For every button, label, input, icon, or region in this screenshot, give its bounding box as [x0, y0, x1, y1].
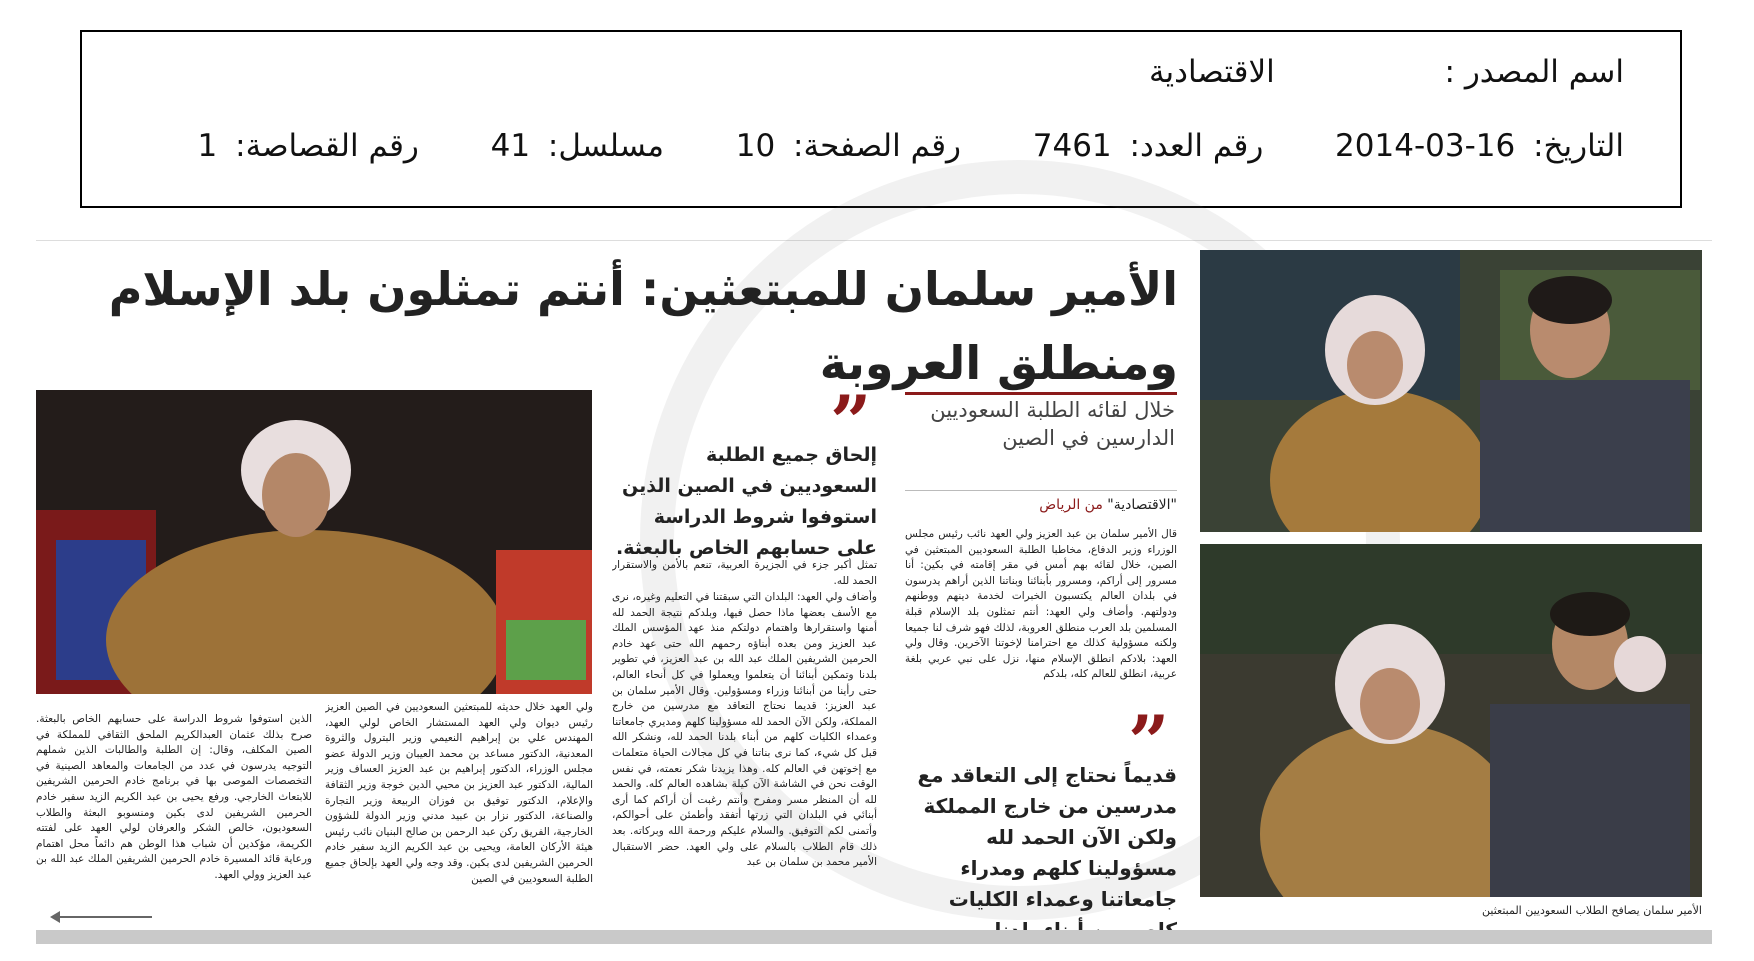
- pull-quote-2: قديماً نحتاج إلى التعاقد مع مدرسين من خارج المملكة ولكن الآن الحمد لله مسؤولينا كلهم ومدراء جامعاتنا وعمداء الكليات: [917, 763, 1177, 911]
- body-column-c: ولي العهد خلال حديثه للمبتعثين السعوديين في الصين العزيز رئيس ديوان ولي العهد المستشار الخاص لولي العهد، المهندس علي بن إبراهيم النعيمي وزير البترول والثروة المعدنية، الدكتور مساعد بن محمد العيبان وزير الدولة عضو مجلس الوزراء، الدكتور إبراهيم بن عبد العزيز العساف وزير المالية، الدكتور عبد العزيز بن محيي الدين خوجة وزير الثقافة والإعلام، الدكتور توفيق بن فوزان الربيعة وزير التجارة والصناعة، الدكتور نزار بن عبيد مدني وزير الدولة للشؤون الخارجية، الفريق ركن عبد الرحمن بن صالح البنيان نائب رئيس هيئة الأركان العامة، ويحيى بن عبد الكريم الزيد سفير خادم الحرمين الشريفين لدى بكين. وقد وجه ولي العهد بإلحاق جميع الطلبة السعوديين في الصين: [325, 701, 593, 885]
- serial-value: 41: [490, 128, 531, 164]
- article-byline: [905, 497, 1177, 513]
- date-value: 2014-03-16: [1335, 128, 1516, 164]
- source-value: الاقتصادية: [1148, 54, 1275, 90]
- clip-label: رقم القصاصة:: [235, 128, 419, 164]
- body-column-right: قال الأمير سلمان بن عبد العزيز ولي العهد نائب رئيس مجلس الوزراء وزير الدفاع، مخاطبا الطلبة السعوديين المبتعثين في الصين، خلال لقائه بهم أمس في مقر إقامته في بكين: أنا مسرور إلى أراكم، ومسرور بأبنائنا وبناتنا الذين أراهم يدرسون في بلدان العالم يكتسبون الخبرات لخدمة دينهم ووطنهم ودولتهم. وأضاف ولي العهد: أنتم تمثلون بلد الإسلام قبلة المسلمين بلد العرب منطلق العروبة، لذلك فهو شرف لنا جميعا ولكنه مسؤولية كذلك مع احترامنا لإخوتنا الآخرين. وقال ولي العهد: بلادكم انطلق الإسلام منها، نزل على نبي عربي بلغة عربية، انطلق للعالم كله، بلدكم: [905, 528, 1177, 681]
- byline-rule: [905, 490, 1177, 491]
- source-info-box: [80, 30, 1682, 208]
- body-column-mid-top: تمثل أكبر جزء في الجزيرة العربية، تنعم بالأمن والاستقرار الحمد لله.: [612, 559, 877, 587]
- issue-row: [198, 128, 1624, 164]
- quote-mark-icon: ”: [1128, 699, 1170, 784]
- body-column-mid: وأضاف ولي العهد: البلدان التي سبقتنا في التعليم وغيره، نرى مع الأسف بعضها ماذا حصل فيها، وبلدكم نتيجة الحمد لله أمنها واستقرارها واهتمام دولتكم منذ عهد المؤسس الملك عبد العزيز ومن بعده أبناؤه رحمهم الله حتى عهد خادم الحرمين الشريفين الملك عبد الله بن عبد العزيز، في تطوير بلدنا وتمكين أبنائنا أن يتعلموا ويعملوا في كل أنحاء العالم، حتى رأينا من أبنائنا وزراء ومسؤولين. وقال الأمير سلمان بن عبد العزيز: قديما نحتاج التعاقد مع مدرسين من خارج المملكة، ولكن الآن الحمد لله مسؤولينا كلهم ومديري جامعاتنا وعمداء الكليات كلهم من أبناء بلدنا الحمد لله، ونشكر الله قبل كل شيء، كما نرى بناتنا في كل مجالات الحياة متعلمات مع إخوتهن في العالم كله. وهذا يزيدنا شكر نعمته، في نفس الوقت نحن في الشاشة الآن كيلة بشاهده العالم كله. والحمد لله أن المنظر مسر ومفرح وأنتم رغبت أن أراكم كما أرى أبنائي في البلدان التي زرتها أتفقد وأطمئن على أحوالكم، وأتمنى لكم التوفيق. والسلام عليكم ورحمة الله وبركاته. بعد ذلك قام الطلاب بالسلام على ولي العهد. حضر الاستقبال الأمير محمد بن سلمان بن عبد: [612, 591, 877, 869]
- source-row: [1149, 54, 1624, 90]
- serial-label: مسلسل:: [547, 128, 665, 164]
- byline-source: "الاقتصادية": [1107, 497, 1177, 513]
- article-headline: الأمير سلمان للمبتعثين: أنتم تمثلون بلد الإسلام ومنطلق العروبة: [108, 262, 1178, 390]
- photo-caption: الأمير سلمان يصافح الطلاب السعوديين المبتعثين: [1482, 904, 1702, 917]
- page-label: رقم الصفحة:: [793, 128, 962, 164]
- photo-handshake-top: [1200, 250, 1702, 532]
- subhead-rule: [905, 392, 1177, 395]
- pull-quote-1: إلحاق جميع الطلبة السعوديين في الصين الذين استوفوا شروط الدراسة على حسابهم الخاص بالبعثة.: [616, 444, 877, 559]
- source-label: اسم المصدر :: [1444, 54, 1624, 90]
- body-column-d: الذين استوفوا شروط الدراسة على حسابهم الخاص بالبعثة. صرح بذلك عثمان العبدالكريم الملحق الثقافي للمملكة في الصين المكلف، وقال: إن الطلبة والطالبات الذين شملهم التوجيه يدرسون في عدد من الجامعات والمعاهد الصينية في التخصصات الموصى بها في برنامج خادم الحرمين الشريفين للابتعاث الخارجي. ورفع يحيى بن عبد الكريم الزيد سفير خادم الحرمين الشريفين لدى بكين ومنسوبو البعثة والطلاب السعوديون، خالص الشكر والعرفان لولي العهد على لفتته الكريمة، مؤكدين أن شباب هذا الوطن هم دائماً محل اهتمام ورعاية قائد المسيرة خادم الحرمين الشريفين الملك عبد الله بن عبد العزيز وولي العهد.: [36, 713, 312, 881]
- date-label: التاريخ:: [1533, 128, 1624, 164]
- photo-handshake-bottom: [1200, 544, 1702, 897]
- issue-value: 7461: [1032, 128, 1112, 164]
- clip-value: 1: [197, 128, 218, 164]
- issue-label: رقم العدد:: [1129, 128, 1264, 164]
- continue-arrow-icon: [52, 916, 152, 918]
- article-subhead: خلال لقائه الطلبة السعوديين الدارسين في الصين: [930, 398, 1175, 450]
- quote-mark-icon: ”: [830, 379, 872, 464]
- page-value: 10: [735, 128, 776, 164]
- clip-bottom-bar: [36, 930, 1712, 944]
- photo-prince-seated: [36, 390, 592, 694]
- byline-place: من الرياض: [1039, 497, 1103, 513]
